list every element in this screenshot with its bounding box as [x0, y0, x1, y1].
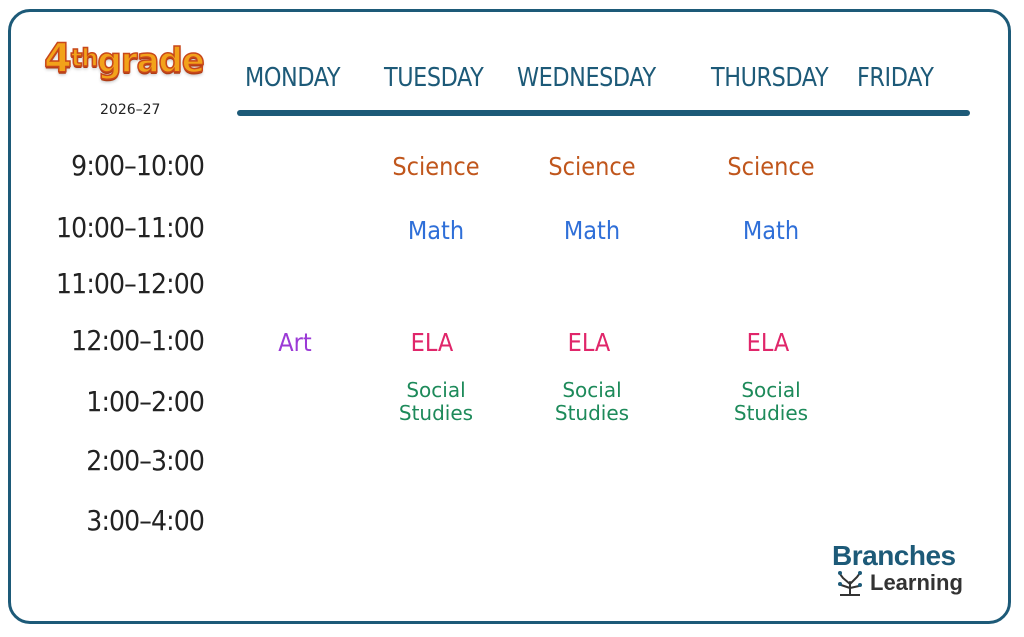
class-social-studies: Social Studies — [398, 378, 474, 425]
time-slot: 9:00–10:00 — [71, 149, 204, 182]
class-ela: ELA — [567, 328, 611, 357]
grade-logo: 4thgrade — [44, 36, 204, 82]
time-slot: 10:00–11:00 — [56, 211, 205, 244]
class-math: Math — [563, 216, 621, 245]
school-year: 2026–27 — [100, 102, 161, 118]
class-math: Math — [742, 216, 800, 245]
class-math: Math — [407, 216, 465, 245]
day-header-wednesday: WEDNESDAY — [517, 63, 656, 93]
time-slot: 2:00–3:00 — [86, 444, 204, 477]
brand-name: Branches — [832, 540, 956, 571]
time-slot: 12:00–1:00 — [71, 324, 204, 357]
class-social-studies: Social Studies — [554, 378, 630, 425]
time-slot: 3:00–4:00 — [86, 504, 204, 537]
class-science: Science — [392, 152, 480, 181]
day-header-thursday: THURSDAY — [711, 63, 829, 93]
class-science: Science — [727, 152, 815, 181]
time-slot: 11:00–12:00 — [56, 267, 205, 300]
class-social-studies: Social Studies — [733, 378, 809, 425]
class-science: Science — [548, 152, 636, 181]
day-header-monday: MONDAY — [245, 63, 341, 93]
tree-icon — [834, 570, 866, 596]
day-header-friday: FRIDAY — [857, 63, 934, 93]
class-ela: ELA — [746, 328, 790, 357]
header-divider — [237, 110, 970, 116]
branches-learning-logo — [832, 540, 982, 600]
brand-sub: Learning — [870, 570, 963, 595]
time-slot: 1:00–2:00 — [86, 385, 204, 418]
class-art: Art — [278, 328, 312, 357]
class-ela: ELA — [410, 328, 454, 357]
day-header-tuesday: TUESDAY — [384, 63, 484, 93]
